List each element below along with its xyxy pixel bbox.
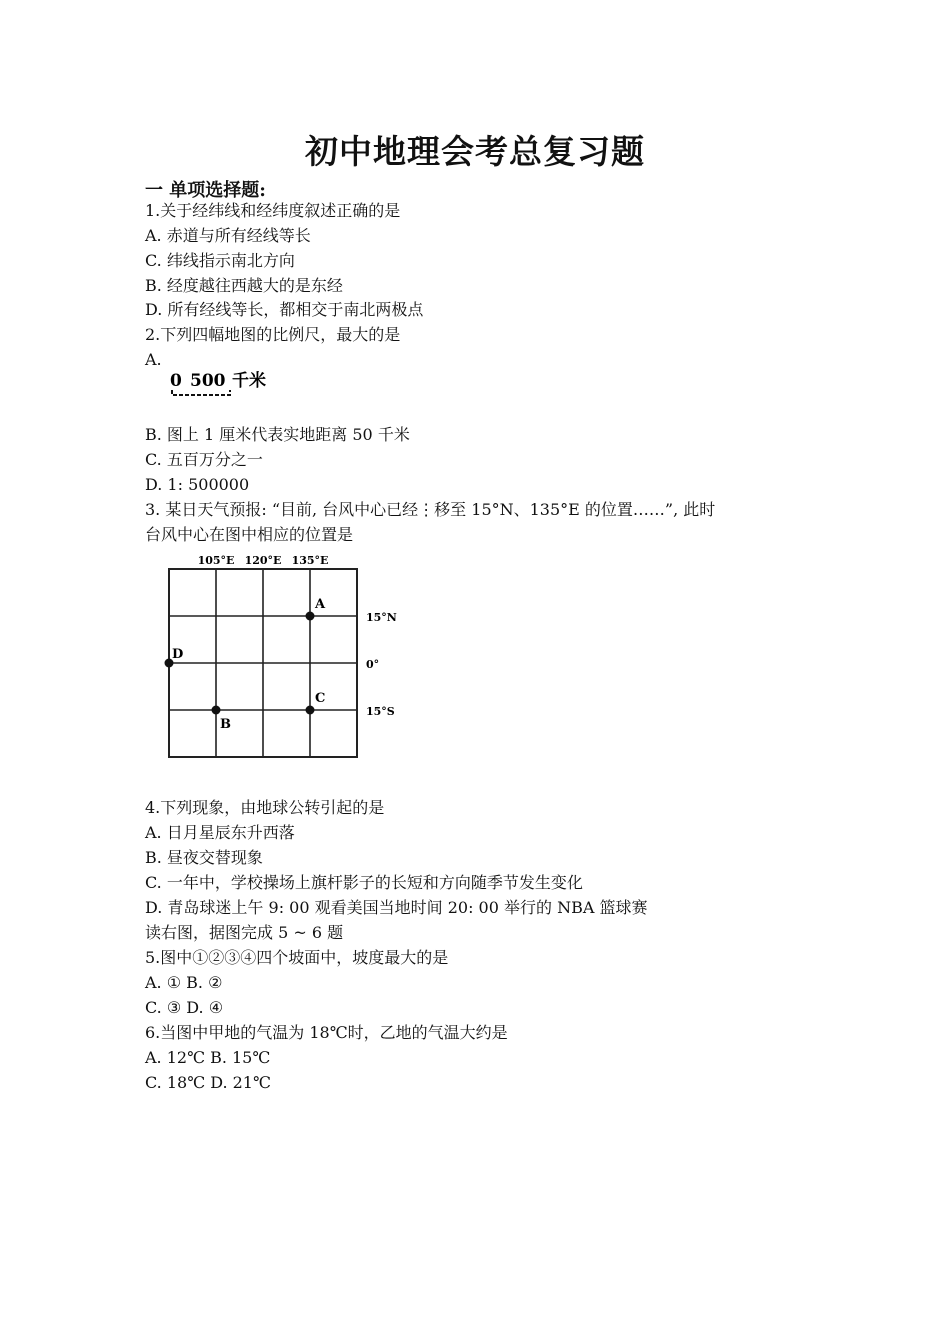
question-2-stem: 2.下列四幅地图的比例尺，最大的是 bbox=[145, 325, 401, 344]
grid-point-a bbox=[306, 612, 315, 621]
grid-point-label: B bbox=[220, 717, 231, 732]
grid-point-label: D bbox=[172, 647, 184, 662]
scale-bar-figure bbox=[168, 366, 288, 402]
question-2-option: C. 五百万分之一 bbox=[145, 450, 263, 469]
question-4-option: B. 昼夜交替现象 bbox=[145, 848, 263, 867]
question-2-option: B. 图上 1 厘米代表实地距离 50 千米 bbox=[145, 425, 410, 444]
instruction-text: 读右图，据图完成 5 ~ 6 题 bbox=[145, 923, 344, 942]
question-2-option: D. 1: 500000 bbox=[145, 475, 250, 494]
question-6-option: C. 18℃ D. 21℃ bbox=[145, 1073, 271, 1092]
question-3-stem: 3. 某日天气预报: “目前, 台风中心已经⋮移至 15°N、135°E 的位置……”, 此时 bbox=[145, 500, 716, 519]
grid-point-c bbox=[306, 706, 315, 715]
grid-point-label: A bbox=[315, 597, 326, 612]
question-1-stem: 1.关于经纬线和经纬度叙述正确的是 bbox=[145, 201, 401, 220]
question-4-option: A. 日月星辰东升西落 bbox=[145, 823, 295, 842]
question-6-stem: 6.当图中甲地的气温为 18℃时，乙地的气温大约是 bbox=[145, 1023, 508, 1042]
question-2-option: A. bbox=[145, 350, 162, 369]
scale-unit-label: 千米 bbox=[232, 371, 266, 391]
latitude-label: 0° bbox=[366, 658, 380, 671]
question-1-option: D. 所有经线等长，都相交于南北两极点 bbox=[145, 300, 424, 319]
latitude-label: 15°S bbox=[366, 705, 395, 718]
grid-point-b bbox=[212, 706, 221, 715]
question-4-option: D. 青岛球迷上午 9: 00 观看美国当地时间 20: 00 举行的 NBA 篮球赛 bbox=[145, 898, 648, 917]
question-1-option: A. 赤道与所有经线等长 bbox=[145, 226, 311, 245]
scale-value-label: 500 bbox=[190, 371, 226, 391]
question-3-stem: 台风中心在图中相应的位置是 bbox=[145, 525, 354, 544]
section-heading: 一 单项选择题: bbox=[145, 180, 266, 201]
question-5-option: C. ③ D. ④ bbox=[145, 998, 224, 1017]
question-1-option: C. 纬线指示南北方向 bbox=[145, 251, 295, 270]
scale-zero-label: 0 bbox=[170, 371, 182, 391]
question-5-stem: 5.图中①②③④四个坡面中，坡度最大的是 bbox=[145, 948, 449, 967]
lat-lon-grid-figure bbox=[160, 550, 400, 770]
question-5-option: A. ① B. ② bbox=[145, 973, 223, 992]
longitude-label: 120°E bbox=[244, 554, 282, 567]
grid-point-label: C bbox=[315, 691, 326, 706]
latitude-label: 15°N bbox=[366, 611, 397, 624]
longitude-label: 105°E bbox=[197, 554, 235, 567]
question-1-option: B. 经度越往西越大的是东经 bbox=[145, 276, 343, 295]
page-title: 初中地理会考总复习题 bbox=[305, 132, 645, 171]
question-6-option: A. 12℃ B. 15℃ bbox=[145, 1048, 271, 1067]
question-4-option: C. 一年中，学校操场上旗杆影子的长短和方向随季节发生变化 bbox=[145, 873, 583, 892]
longitude-label: 135°E bbox=[291, 554, 329, 567]
question-4-stem: 4.下列现象，由地球公转引起的是 bbox=[145, 798, 385, 817]
